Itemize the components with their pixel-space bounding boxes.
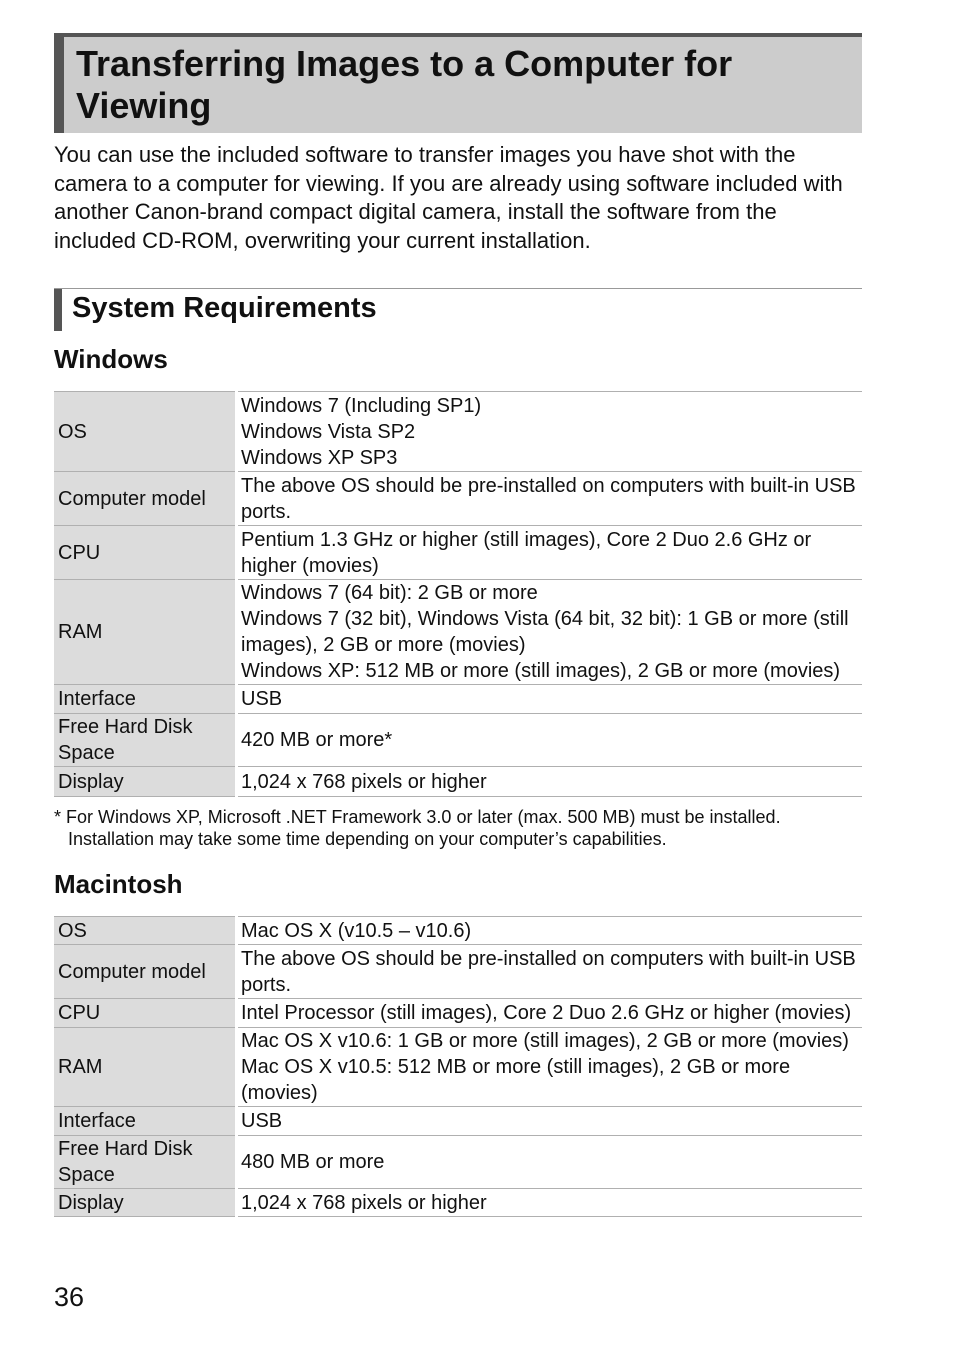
row-value xyxy=(237,685,863,714)
row-label: Display xyxy=(54,767,237,797)
row-label: Computer model xyxy=(54,472,237,526)
value-line: Mac OS X (v10.5 – v10.6) xyxy=(241,919,472,942)
row-label: RAM xyxy=(54,1028,237,1107)
section-accent-bar xyxy=(54,289,62,331)
value-line: The above OS should be pre-installed on computers with built-in USB ports. xyxy=(241,474,856,523)
value-line: 480 MB or more xyxy=(241,1151,385,1173)
row-value xyxy=(237,945,863,999)
row-value xyxy=(237,472,863,526)
value-line: Mac OS X v10.5: 512 MB or more (still images), 2 GB or more (movies) xyxy=(241,1056,791,1104)
title-accent-bar xyxy=(54,33,64,133)
value-line: USB xyxy=(241,688,283,710)
section-header xyxy=(54,288,862,331)
footnote xyxy=(54,806,862,850)
row-value xyxy=(237,767,863,797)
table-row xyxy=(54,1107,862,1136)
row-value xyxy=(237,1189,863,1217)
table-row xyxy=(54,945,862,999)
row-value xyxy=(237,1107,863,1136)
table-row xyxy=(54,917,862,945)
row-value xyxy=(237,392,863,472)
value-line: Windows 7 (Including SP1) xyxy=(241,394,482,417)
section-title: System Requirements xyxy=(72,292,377,324)
table-row xyxy=(54,999,862,1028)
row-label: CPU xyxy=(54,526,237,580)
row-label: CPU xyxy=(54,999,237,1028)
value-line: 1,024 x 768 pixels or higher xyxy=(241,770,487,793)
row-label: Free Hard Disk Space xyxy=(54,714,237,767)
table-row xyxy=(54,526,862,580)
row-label: Interface xyxy=(54,1107,237,1136)
table-row xyxy=(54,714,862,767)
value-line: Pentium 1.3 GHz or higher (still images), Core 2 Duo 2.6 GHz or higher (movies) xyxy=(241,528,812,577)
value-line: Intel Processor (still images), Core 2 Duo 2.6 GHz or higher (movies) xyxy=(241,1002,852,1024)
page-title: Transferring Images to a Computer for Viewing xyxy=(76,43,733,126)
footnote-line: * For Windows XP, Microsoft .NET Framework 3.0 or later (max. 500 MB) must be installed. xyxy=(54,807,781,827)
table-row xyxy=(54,767,862,797)
row-value xyxy=(237,580,863,685)
value-line: The above OS should be pre-installed on computers with built-in USB ports. xyxy=(241,947,856,996)
page-number: 36 xyxy=(54,1282,85,1312)
row-value xyxy=(237,917,863,945)
value-line: Windows 7 (32 bit), Windows Vista (64 bit, 32 bit): 1 GB or more (still images), 2 GB or more (movies) xyxy=(241,608,849,656)
table-row xyxy=(54,1028,862,1107)
table-row xyxy=(54,392,862,472)
row-value xyxy=(237,1028,863,1107)
intro-paragraph: You can use the included software to transfer images you have shot with the camera to a computer for viewing. If you are already using software included with another Canon-brand compact digital camera, install the software from the included CD-ROM, overwriting your current installation. xyxy=(54,142,843,254)
value-line: Windows Vista SP2 xyxy=(241,420,416,443)
row-value xyxy=(237,1136,863,1189)
value-line: 420 MB or more* xyxy=(241,729,393,751)
row-label: Computer model xyxy=(54,945,237,999)
row-value xyxy=(237,526,863,580)
windows-heading: Windows xyxy=(54,344,168,374)
windows-spec-table xyxy=(54,391,862,797)
table-row xyxy=(54,1136,862,1189)
table-row xyxy=(54,472,862,526)
value-line: USB xyxy=(241,1110,283,1132)
row-label: Display xyxy=(54,1189,237,1217)
mac-spec-table xyxy=(54,916,862,1217)
table-row xyxy=(54,1189,862,1217)
table-row xyxy=(54,685,862,714)
page-title-box xyxy=(54,33,862,133)
table-row xyxy=(54,580,862,685)
row-label: RAM xyxy=(54,580,237,685)
value-line: Windows XP: 512 MB or more (still images), 2 GB or more (movies) xyxy=(241,660,841,682)
footnote-line: Installation may take some time depending on your computer’s capabilities. xyxy=(68,829,667,849)
row-label: OS xyxy=(54,392,237,472)
macintosh-heading: Macintosh xyxy=(54,869,183,899)
row-value xyxy=(237,999,863,1028)
row-label: Interface xyxy=(54,685,237,714)
row-label: OS xyxy=(54,917,237,945)
value-line: Windows XP SP3 xyxy=(241,446,398,469)
row-label: Free Hard Disk Space xyxy=(54,1136,237,1189)
value-line: Windows 7 (64 bit): 2 GB or more xyxy=(241,582,538,604)
value-line: 1,024 x 768 pixels or higher xyxy=(241,1191,487,1214)
row-value xyxy=(237,714,863,767)
value-line: Mac OS X v10.6: 1 GB or more (still images), 2 GB or more (movies) xyxy=(241,1030,849,1052)
